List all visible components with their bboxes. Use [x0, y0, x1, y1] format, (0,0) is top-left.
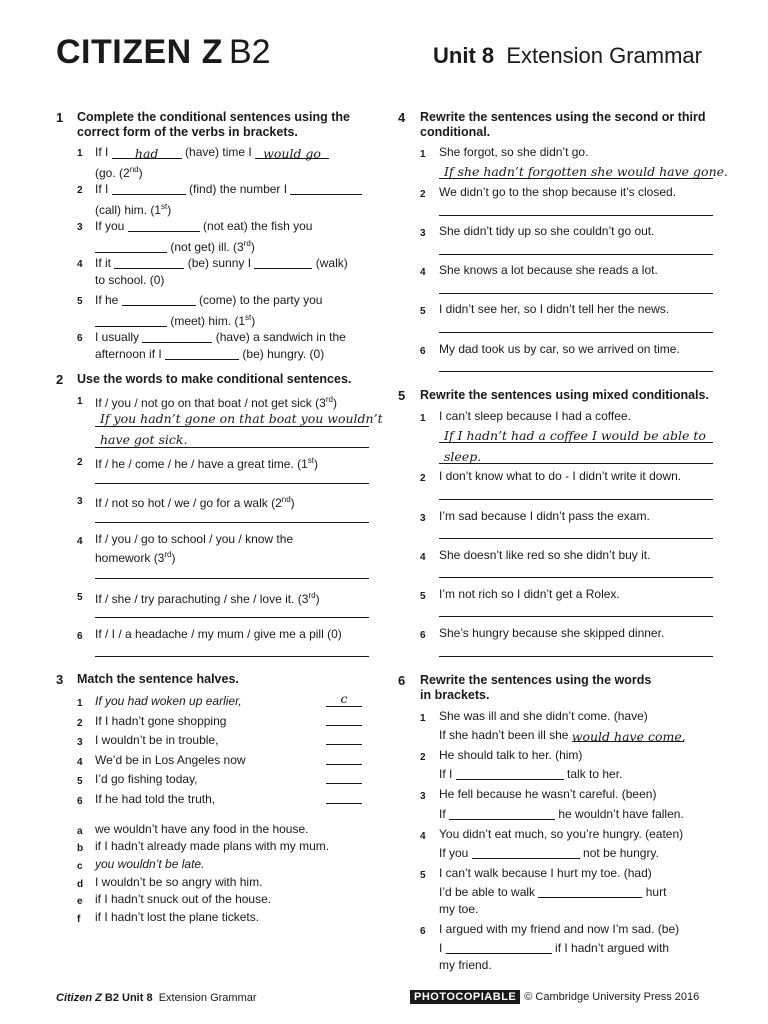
ex2-item1-line1[interactable]: [95, 426, 369, 427]
ex6-item6: I argued with my friend and now I’m sad. (be): [439, 922, 680, 936]
ex4-item2-number: 2: [420, 189, 426, 200]
ex2-item6: If / I / a headache / my mum / give me a pill (0): [95, 627, 342, 641]
ex3-item5: I’d go fishing today,: [95, 772, 198, 786]
ex5-item2-number: 2: [420, 473, 426, 484]
ex4-item5-number: 5: [420, 306, 426, 317]
ex4-item6-number: 6: [420, 346, 426, 357]
ex6-item1-number: 1: [420, 713, 426, 724]
ex6-item1: She was ill and she didn’t come. (have): [439, 709, 648, 723]
ex3-option-e: if I hadn’t snuck out of the house.: [95, 892, 272, 906]
ex1-item3-blank2[interactable]: [95, 239, 167, 253]
ex4-item4: She knows a lot because she reads a lot.: [439, 263, 658, 277]
ex6-item6-line3: my friend.: [439, 958, 492, 972]
ex1-title-line1: Complete the conditional sentences using the: [77, 110, 350, 124]
ex6-item2: He should talk to her. (him): [439, 748, 583, 762]
ex3-option-f-letter: f: [77, 914, 81, 925]
ex6-item2-number: 2: [420, 752, 426, 763]
ex1-item4-number: 4: [77, 259, 83, 270]
ex1-item2-line2: (call) him. (1st): [95, 202, 172, 217]
ex6-item3: He fell because he wasn’t careful. (been): [439, 787, 657, 801]
unit-title: [433, 41, 702, 71]
ex4-item1: She forgot, so she didn’t go.: [439, 145, 589, 159]
ex6-item5-number: 5: [420, 870, 426, 881]
ex5-item1-answer-line2: sleep.: [444, 449, 482, 464]
brand-name: CITIZEN Z: [56, 33, 223, 71]
ex5-item4: She doesn’t like red so she didn’t buy it.: [439, 548, 651, 562]
ex5-item1: I can’t sleep because I had a coffee.: [439, 409, 631, 423]
ex2-item3: If / not so hot / we / go for a walk (2nd): [95, 495, 295, 510]
ex1-item6-blank1[interactable]: [142, 329, 212, 343]
ex4-item4-line[interactable]: [439, 293, 713, 294]
ex3-number: 3: [56, 672, 64, 687]
ex2-item4: If / you / go to school / you / know the: [95, 532, 294, 546]
ex4-item4-number: 4: [420, 267, 426, 278]
ex6-number: 6: [398, 673, 406, 688]
ex1-item1-line2: (go. (2nd): [95, 165, 143, 180]
ex5-item3-line[interactable]: [439, 538, 713, 539]
ex6-item6-number: 6: [420, 926, 426, 937]
ex4-item2-line[interactable]: [439, 215, 713, 216]
ex1-item4-line2: to school. (0): [95, 273, 165, 287]
ex1-title: [77, 110, 350, 140]
ex2-item6-number: 6: [77, 631, 83, 642]
ex6-item3-number: 3: [420, 791, 426, 802]
footer-unit: B2 Unit 8: [101, 992, 153, 1004]
ex6-title-line2: in brackets.: [420, 688, 490, 702]
ex1-item5-blank1[interactable]: [122, 292, 196, 306]
brand-title: [56, 30, 271, 74]
ex3-item5-number: 5: [77, 776, 83, 787]
ex3-item4-number: 4: [77, 757, 83, 768]
ex1-item1-answer1[interactable]: had: [112, 145, 182, 159]
footer-title: Citizen Z: [56, 992, 102, 1004]
unit-section: Extension Grammar: [506, 43, 702, 68]
ex1-item2: If I (find) the number I: [95, 181, 362, 198]
ex5-item6-number: 6: [420, 630, 426, 641]
ex3-item3-number: 3: [77, 737, 83, 748]
ex5-item1-answer-line1: If I hadn’t had a coffee I would be able to: [444, 428, 706, 443]
ex2-item2-number: 2: [77, 457, 83, 468]
ex3-item6: If he had told the truth,: [95, 792, 216, 806]
ex5-item4-line[interactable]: [439, 577, 713, 578]
ex1-item5: If he (come) to the party you: [95, 293, 323, 307]
ex3-item1-number: 1: [77, 698, 83, 709]
ex5-item2: I don’t know what to do - I didn’t write it down.: [439, 469, 682, 483]
brand-level: B2: [228, 33, 271, 71]
ex2-item4-line2text: homework (3rd): [95, 550, 176, 565]
ex6-item5-line2: I’d be able to walk hurt: [439, 885, 667, 899]
ex4-item1-answer: If she hadn’t forgotten she would have gone.: [444, 164, 728, 179]
photocopiable-badge: PHOTOCOPIABLE: [410, 990, 520, 1004]
ex2-item1-line2[interactable]: [95, 447, 369, 448]
ex3-item2-number: 2: [77, 718, 83, 729]
ex1-item6: I usually (have) a sandwich in the: [95, 330, 346, 344]
ex6-item5-line3: my toe.: [439, 902, 479, 916]
ex1-item3: If you (not eat) the fish you: [95, 219, 313, 233]
ex1-item5-blank2[interactable]: [95, 313, 167, 327]
ex3-option-b-letter: b: [77, 843, 84, 854]
unit-number: Unit 8: [433, 43, 495, 68]
ex5-number: 5: [398, 388, 406, 403]
ex6-item4-number: 4: [420, 831, 426, 842]
copyright: © Cambridge University Press 2016: [524, 991, 700, 1003]
ex1-item6-blank2[interactable]: [165, 346, 239, 360]
ex3-item3: I wouldn’t be in trouble,: [95, 733, 219, 747]
ex3-item1: If you had woken up earlier,: [95, 694, 242, 708]
ex2-title: Use the words to make conditional sentences.: [77, 372, 352, 386]
ex5-item5-number: 5: [420, 591, 426, 602]
ex6-item4: You didn’t eat much, so you’re hungry. (eaten): [439, 827, 684, 841]
ex5-item1-line2[interactable]: [439, 463, 713, 464]
ex4-item5: I didn’t see her, so I didn’t tell her the news.: [439, 302, 670, 316]
ex2-item5-line[interactable]: [95, 617, 369, 618]
ex2-item5: If / she / try parachuting / she / love it. (3rd): [95, 591, 320, 606]
ex1-item2-blank2[interactable]: [290, 181, 362, 195]
ex1-number: 1: [56, 110, 64, 125]
ex4-item3: She didn’t tidy up so she couldn’t go out.: [439, 224, 655, 238]
ex5-item5-line[interactable]: [439, 616, 713, 617]
ex4-item2: We didn’t go to the shop because it’s closed.: [439, 185, 677, 199]
ex2-item4-line[interactable]: [95, 578, 369, 579]
ex3-item6-number: 6: [77, 796, 83, 807]
ex1-item4-blank1[interactable]: [114, 255, 184, 269]
ex6-title-line1: Rewrite the sentences using the words: [420, 673, 652, 687]
ex6-item4-blank[interactable]: [472, 845, 580, 859]
ex3-option-c: you wouldn’t be late.: [95, 857, 205, 871]
ex1-item5-number: 5: [77, 296, 83, 307]
ex3-item6-answer[interactable]: [326, 803, 362, 804]
ex4-title-line2: conditional.: [420, 125, 491, 139]
ex4-item3-line[interactable]: [439, 254, 713, 255]
ex5-item1-line1[interactable]: [439, 442, 713, 443]
ex5-item3-number: 3: [420, 513, 426, 524]
ex3-item3-answer[interactable]: [326, 744, 362, 745]
ex6-item3-blank[interactable]: [449, 806, 555, 820]
ex2-item2-line[interactable]: [95, 483, 369, 484]
ex4-item3-number: 3: [420, 228, 426, 239]
ex4-item5-line[interactable]: [439, 332, 713, 333]
ex1-item3-blank1[interactable]: [128, 218, 200, 232]
ex6-item6-blank[interactable]: [446, 940, 552, 954]
ex4-title: [420, 110, 705, 140]
ex1-item6-line2: afternoon if I (be) hungry. (0): [95, 347, 325, 361]
ex2-item1-number: 1: [77, 396, 83, 407]
ex3-option-a: we wouldn’t have any food in the house.: [95, 822, 309, 836]
ex3-option-a-letter: a: [77, 826, 83, 837]
footer-left: [56, 991, 257, 1005]
ex3-option-c-letter: c: [77, 861, 83, 872]
ex5-item1-number: 1: [420, 413, 426, 424]
ex4-number: 4: [398, 110, 406, 125]
ex3-item2: If I hadn’t gone shopping: [95, 714, 227, 728]
ex5-item3: I’m sad because I didn’t pass the exam.: [439, 509, 650, 523]
ex1-item5-line2: (meet) him. (1st): [95, 309, 255, 330]
ex5-item5: I’m not rich so I didn’t get a Rolex.: [439, 587, 620, 601]
ex2-item1-answer-line2: have got sick.: [100, 432, 188, 447]
ex1-item6-number: 6: [77, 333, 83, 344]
ex3-item2-answer[interactable]: [326, 725, 362, 726]
ex1-item3-line2: (not get) ill. (3rd): [95, 235, 255, 256]
ex2-item2: If / he / come / he / have a great time. (1st): [95, 456, 319, 471]
ex1-item3-number: 3: [77, 222, 83, 233]
ex1-item1: If I had (have) time I would go: [95, 144, 329, 161]
ex3-option-f: if I hadn’t lost the plane tickets.: [95, 910, 260, 924]
ex5-title: Rewrite the sentences using mixed conditionals.: [420, 388, 709, 402]
ex5-item6-line[interactable]: [439, 656, 713, 657]
ex6-item5: I can’t walk because I hurt my toe. (had): [439, 866, 652, 880]
ex3-option-d-letter: d: [77, 879, 84, 890]
ex2-item3-number: 3: [77, 496, 83, 507]
ex1-item1-answer2[interactable]: would go: [255, 145, 329, 159]
ex1-item1-number: 1: [77, 148, 83, 159]
ex6-item5-blank[interactable]: [538, 884, 642, 898]
ex2-item3-line[interactable]: [95, 522, 369, 523]
ex5-item6: She’s hungry because she skipped dinner.: [439, 626, 665, 640]
ex1-title-line2: correct form of the verbs in brackets.: [77, 125, 298, 139]
ex1-item2-number: 2: [77, 185, 83, 196]
ex3-item4: We’d be in Los Angeles now: [95, 753, 246, 767]
ex2-item1: If / you / not go on that boat / not get sick (3rd): [95, 395, 337, 410]
ex6-title: [420, 673, 651, 703]
ex2-item4-number: 4: [77, 536, 83, 547]
footer-section: Extension Grammar: [158, 992, 257, 1004]
ex6-item1-line2: If she hadn’t been ill she would have come.: [439, 728, 686, 744]
ex1-item4: If it (be) sunny I (walk): [95, 256, 348, 270]
ex6-item1-answer[interactable]: would have come.: [571, 729, 686, 744]
ex1-item2-blank1[interactable]: [112, 181, 186, 195]
ex2-number: 2: [56, 372, 64, 387]
ex3-option-d: I wouldn’t be so angry with him.: [95, 875, 263, 889]
ex5-item4-number: 4: [420, 552, 426, 563]
ex3-item1-answer[interactable]: c: [326, 692, 362, 707]
ex4-item1-number: 1: [420, 149, 426, 160]
ex3-option-e-letter: e: [77, 896, 83, 907]
ex2-item1-answer-line1: If you hadn’t gone on that boat you wouldn’t: [100, 411, 383, 426]
ex2-item6-line[interactable]: [95, 656, 369, 657]
ex4-item6: My dad took us by car, so we arrived on time.: [439, 342, 680, 356]
ex1-item4-blank2[interactable]: [254, 255, 312, 269]
ex3-item5-answer[interactable]: [326, 783, 362, 784]
ex3-option-b: if I hadn’t already made plans with my mum.: [95, 839, 330, 853]
ex6-item6-line2: I if I hadn’t argued with: [439, 941, 670, 955]
ex3-title: Match the sentence halves.: [77, 672, 239, 686]
ex4-item1-line[interactable]: [439, 178, 713, 179]
ex6-item3-line2: If he wouldn’t have fallen.: [439, 807, 684, 821]
ex3-item4-answer[interactable]: [326, 764, 362, 765]
ex6-item4-line2: If you not be hungry.: [439, 846, 659, 860]
ex4-title-line1: Rewrite the sentences using the second or third: [420, 110, 706, 124]
ex6-item2-blank[interactable]: [456, 766, 564, 780]
ex6-item2-line2: If I talk to her.: [439, 767, 623, 781]
ex5-item2-line[interactable]: [439, 499, 713, 500]
ex2-item5-number: 5: [77, 592, 83, 603]
ex4-item6-line[interactable]: [439, 371, 713, 372]
footer-right: [410, 990, 699, 1004]
